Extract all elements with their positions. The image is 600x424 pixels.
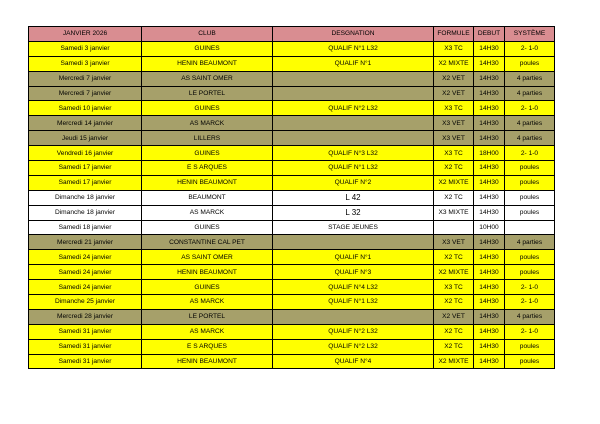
cell-systeme: poules [505,175,555,190]
cell-date: Dimanche 18 janvier [29,205,142,220]
cell-systeme: 4 parties [505,71,555,86]
cell-debut: 14H30 [474,131,505,146]
cell-club: LE PORTEL [142,86,273,101]
cell-club: GUINES [142,220,273,235]
cell-designation: QUALIF N°2 L32 [273,101,434,116]
cell-systeme: 4 parties [505,309,555,324]
table-row [29,161,555,176]
cell-designation [273,235,434,250]
cell-debut: 14H30 [474,41,505,56]
header-formule: FORMULE [434,27,474,42]
cell-designation: STAGE JEUNES [273,220,434,235]
cell-debut: 14H30 [474,161,505,176]
schedule-table [28,26,555,369]
cell-debut: 14H30 [474,56,505,71]
cell-date: Mercredi 21 janvier [29,235,142,250]
cell-date: Samedi 24 janvier [29,265,142,280]
cell-club: GUINES [142,101,273,116]
schedule-body [29,41,555,369]
cell-date: Dimanche 25 janvier [29,295,142,310]
cell-club: AS MARCK [142,324,273,339]
cell-systeme: 4 parties [505,116,555,131]
table-row [29,101,555,116]
cell-debut: 14H30 [474,295,505,310]
cell-systeme: 2- 1-0 [505,101,555,116]
cell-debut: 14H30 [474,86,505,101]
cell-date: Mercredi 14 janvier [29,116,142,131]
cell-designation: QUALIF N°1 L32 [273,41,434,56]
cell-debut: 10H00 [474,220,505,235]
cell-club: AS MARCK [142,205,273,220]
cell-debut: 14H30 [474,324,505,339]
cell-systeme: poules [505,354,555,369]
cell-systeme: poules [505,190,555,205]
cell-date: Mercredi 7 janvier [29,71,142,86]
cell-formule: X2 MIXTE [434,354,474,369]
cell-formule: X2 TC [434,250,474,265]
cell-formule: X2 TC [434,161,474,176]
header-club: CLUB [142,27,273,42]
cell-systeme: 4 parties [505,86,555,101]
table-row [29,295,555,310]
header-row [29,27,555,42]
cell-formule: X3 TC [434,146,474,161]
cell-debut: 14H30 [474,116,505,131]
table-row [29,324,555,339]
cell-formule: X2 TC [434,324,474,339]
cell-formule: X3 TC [434,280,474,295]
cell-club: HENIN BEAUMONT [142,175,273,190]
table-row [29,175,555,190]
cell-formule: X2 VET [434,309,474,324]
cell-debut: 14H30 [474,339,505,354]
cell-date: Mercredi 28 janvier [29,309,142,324]
cell-formule: X3 MIXTE [434,205,474,220]
cell-debut: 14H30 [474,190,505,205]
cell-date: Samedi 31 janvier [29,354,142,369]
cell-designation: L 32 [273,205,434,220]
cell-debut: 14H30 [474,250,505,265]
table-row [29,309,555,324]
table-row [29,265,555,280]
cell-designation: QUALIF N°1 L32 [273,161,434,176]
cell-club: E S ARQUES [142,161,273,176]
cell-date: Samedi 24 janvier [29,280,142,295]
table-row [29,205,555,220]
table-row [29,146,555,161]
cell-designation: QUALIF N°2 L32 [273,324,434,339]
table-row [29,131,555,146]
table-row [29,56,555,71]
cell-systeme: poules [505,265,555,280]
cell-club: LILLERS [142,131,273,146]
cell-club: AS MARCK [142,295,273,310]
table-row [29,354,555,369]
cell-designation [273,71,434,86]
cell-date: Vendredi 16 janvier [29,146,142,161]
cell-systeme: poules [505,161,555,176]
cell-formule: X2 VET [434,86,474,101]
cell-systeme: 2- 1-0 [505,324,555,339]
cell-formule [434,220,474,235]
cell-debut: 14H30 [474,205,505,220]
cell-designation: QUALIF N°4 [273,354,434,369]
cell-designation [273,309,434,324]
table-row [29,280,555,295]
cell-systeme: 2- 1-0 [505,146,555,161]
cell-formule: X2 TC [434,295,474,310]
header-debut: DEBUT [474,27,505,42]
cell-designation: QUALIF N°1 [273,250,434,265]
cell-designation: QUALIF N°2 L32 [273,339,434,354]
cell-date: Samedi 17 janvier [29,175,142,190]
cell-designation: QUALIF N°3 [273,265,434,280]
cell-systeme: 4 parties [505,235,555,250]
cell-club: BEAUMONT [142,190,273,205]
cell-club: GUINES [142,280,273,295]
cell-debut: 14H30 [474,101,505,116]
table-row [29,235,555,250]
table-row [29,250,555,265]
cell-debut: 14H30 [474,265,505,280]
header-date: JANVIER 2026 [29,27,142,42]
cell-club: AS SAINT OMER [142,250,273,265]
cell-date: Samedi 18 janvier [29,220,142,235]
cell-formule: X3 VET [434,131,474,146]
cell-date: Samedi 10 janvier [29,101,142,116]
cell-formule: X3 VET [434,116,474,131]
cell-formule: X2 TC [434,190,474,205]
cell-date: Samedi 31 janvier [29,324,142,339]
cell-club: AS MARCK [142,116,273,131]
table-row [29,220,555,235]
cell-club: HENIN BEAUMONT [142,56,273,71]
cell-date: Jeudi 15 janvier [29,131,142,146]
cell-club: AS SAINT OMER [142,71,273,86]
cell-systeme: poules [505,205,555,220]
cell-debut: 14H30 [474,354,505,369]
table-row [29,190,555,205]
cell-formule: X3 TC [434,101,474,116]
cell-debut: 14H30 [474,309,505,324]
cell-formule: X3 TC [434,41,474,56]
cell-systeme: 2- 1-0 [505,295,555,310]
table-row [29,41,555,56]
cell-systeme: poules [505,56,555,71]
cell-systeme: 2- 1-0 [505,41,555,56]
cell-date: Samedi 31 janvier [29,339,142,354]
cell-systeme: poules [505,339,555,354]
cell-club: GUINES [142,41,273,56]
cell-formule: X2 MIXTE [434,265,474,280]
table-row [29,71,555,86]
cell-date: Samedi 17 janvier [29,161,142,176]
table-row [29,339,555,354]
cell-date: Samedi 3 janvier [29,56,142,71]
cell-designation: L 42 [273,190,434,205]
cell-debut: 14H30 [474,280,505,295]
cell-date: Mercredi 7 janvier [29,86,142,101]
cell-systeme [505,220,555,235]
cell-formule: X2 MIXTE [434,175,474,190]
cell-formule: X2 TC [434,339,474,354]
cell-debut: 14H30 [474,71,505,86]
cell-date: Dimanche 18 janvier [29,190,142,205]
cell-club: CONSTANTINE CAL PET [142,235,273,250]
cell-formule: X3 VET [434,235,474,250]
cell-designation: QUALIF N°4 L32 [273,280,434,295]
cell-club: HENIN BEAUMONT [142,265,273,280]
cell-formule: X2 MIXTE [434,56,474,71]
header-designation: DESGNATION [273,27,434,42]
cell-systeme: 4 parties [505,131,555,146]
table-row [29,116,555,131]
cell-date: Samedi 24 janvier [29,250,142,265]
cell-debut: 18H00 [474,146,505,161]
cell-systeme: poules [505,250,555,265]
cell-designation: QUALIF N°3 L32 [273,146,434,161]
table-row [29,86,555,101]
cell-designation: QUALIF N°1 [273,56,434,71]
header-systeme: SYSTÈME [505,27,555,42]
cell-club: GUINES [142,146,273,161]
cell-club: E S ARQUES [142,339,273,354]
cell-debut: 14H30 [474,235,505,250]
cell-debut: 14H30 [474,175,505,190]
cell-club: LE PORTEL [142,309,273,324]
cell-designation [273,131,434,146]
cell-date: Samedi 3 janvier [29,41,142,56]
cell-designation: QUALIF N°1 L32 [273,295,434,310]
cell-club: HENIN BEAUMONT [142,354,273,369]
cell-designation [273,116,434,131]
cell-designation: QUALIF N°2 [273,175,434,190]
cell-designation [273,86,434,101]
cell-systeme: 2- 1-0 [505,280,555,295]
cell-formule: X2 VET [434,71,474,86]
